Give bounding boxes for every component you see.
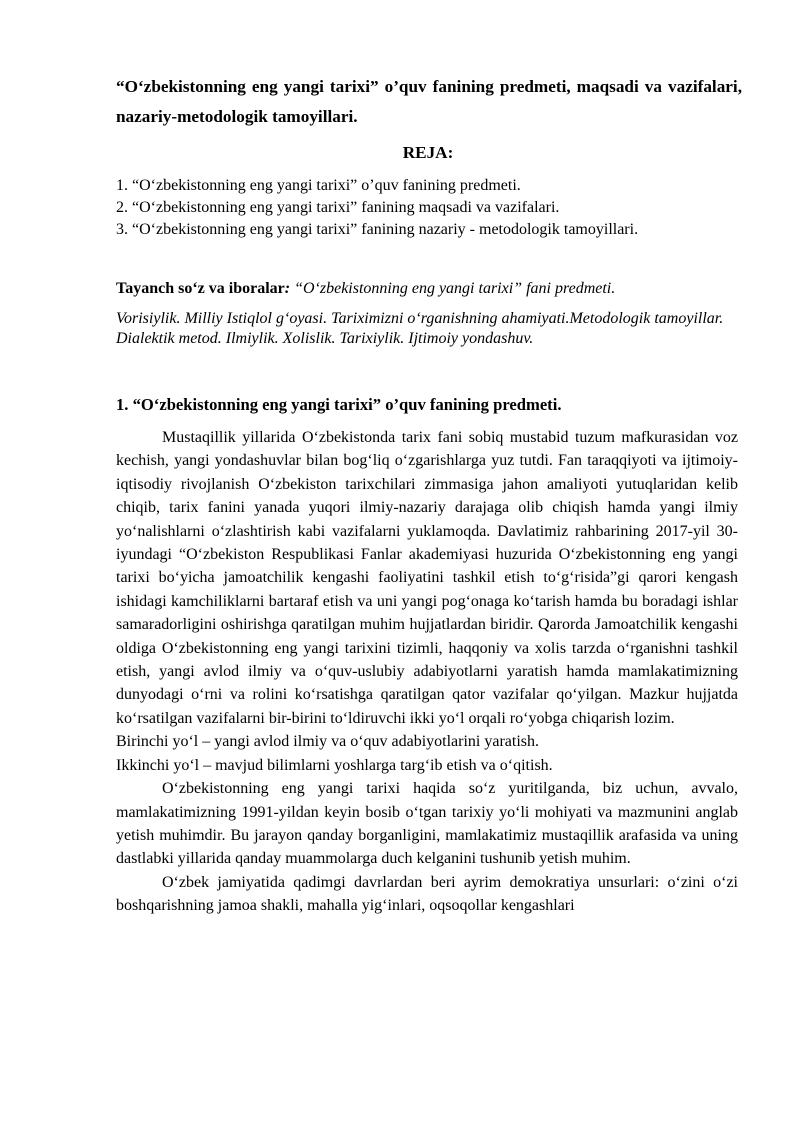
paragraph: O‘zbek jamiyatida qadimgi davrlardan beri ayrim demokratiya unsurlari: o‘zini o‘zi boshqarishning jamoa shakli, mahalla yig‘inlari, oqsoqollar kengashlari [116, 873, 738, 915]
paragraph: Mustaqillik yillarida O‘zbekistonda tarix fani sobiq mustabid tuzum mafkurasidan voz kechish, yangi yondashuvlar bilan bog‘liq o‘zgarishlarga yuz tutdi. Fan taraqqiyoti va ijtimoiy-iqtisodiy rivojlanish O‘zbekiston tarixchilari zimmasiga jahon amaliyoti yutuqlaridan kelib chiqib, tarix fanini yanada yuqori ilmiy-nazariy darajaga olib chiqish hamda yangi ilmiy yo‘nalishlarni o‘zlashtirish kabi vazifalarni yuklamoqda. Davlatimiz rahbarining 2017-yil 30-iyundagi “O‘zbekiston Respublikasi Fanlar akademiyasi huzurida O‘zbekistonning eng yangi tarixi bo‘yicha jamoatchilik kengashi faoliyatini tashkil etish to‘g‘risida”gi qarori kengash ishidagi kamchiliklarni bartaraf etish va uni yangi pog‘onaga ko‘tarish hamda bu boradagi ishlar samaradorligini oshirishga qaratilgan muhim hujjatlardan biridir. Qarorda Jamoatchilik kengashi oldiga O‘zbekistonning eng yangi tarixini tizimli, haqqoniy va xolis tarzda o‘rganishni tashkil etish, yangi avlod ilmiy va o‘quv-uslubiy adabiyotlarni yaratish hamda mamlakatimizning dunyodagi o‘rni va rolini ko‘rsatishga qaratilgan qator vazifalar qo‘yilgan. Mazkur hujjatda ko‘rsatilgan vazifalarni bir-birini to‘ldiruvchi ikki yo‘l orqali ro‘yobga chiqarish lozim. [116, 429, 738, 727]
plan-item: 3. “O‘zbekistonning eng yangi tarixi” fanining nazariy - metodologik tamoyillari. [116, 221, 639, 238]
plan-item: 2. “O‘zbekistonning eng yangi tarixi” fanining maqsadi va vazifalari. [116, 199, 560, 216]
paragraph: Ikkinchi yo‘l – mavjud bilimlarni yoshlarga targ‘ib etish va o‘qitish. [116, 756, 553, 774]
section-heading: 1. “O‘zbekistonning eng yangi tarixi” o’quv fanining predmeti. [116, 395, 562, 414]
paragraph: Birinchi yo‘l – yangi avlod ilmiy va o‘quv adabiyotlarini yaratish. [116, 733, 540, 751]
keywords-colon: : [284, 280, 291, 297]
keywords-label: Tayanch so‘z va iboralar [116, 280, 285, 297]
keywords-first-line: “O‘zbekistonning eng yangi tarixi” fani predmeti. [290, 280, 616, 297]
plan-item: 1. “O‘zbekistonning eng yangi tarixi” o’quv fanining predmeti. [116, 177, 521, 194]
keywords-text: Vorisiylik. Milliy Istiqlol g‘oyasi. Tariximizni o‘rganishning ahamiyati.Metodologik tamoyillar. Dialektik metod. Ilmiylik. Xolislik. Tarixiylik. Ijtimoiy yondashuv. [116, 310, 724, 347]
keywords-block [116, 279, 748, 349]
document-title: “O‘zbekistonning eng yangi tarixi” o’quv fanining predmeti, maqsadi va vazifalari, nazariy-metodologik tamoyillari. [116, 77, 742, 126]
plan-heading: REJA: [402, 143, 454, 162]
paragraph: O‘zbekistonning eng yangi tarixi haqida so‘z yuritilganda, biz uchun, avvalo, mamlakatimizning 1991-yildan keyin bosib o‘tgan tarixiy yo‘li mohiyati va mazmunini anglab yetish muhimdir. Bu jarayon qanday borganligini, mamlakatimiz mustaqillik arafasida va uning dastlabki yillarida qanday muammolarga duch kelganini tushunib yetish muhim. [116, 780, 738, 868]
body-text [116, 426, 738, 918]
plan-list [116, 175, 756, 241]
